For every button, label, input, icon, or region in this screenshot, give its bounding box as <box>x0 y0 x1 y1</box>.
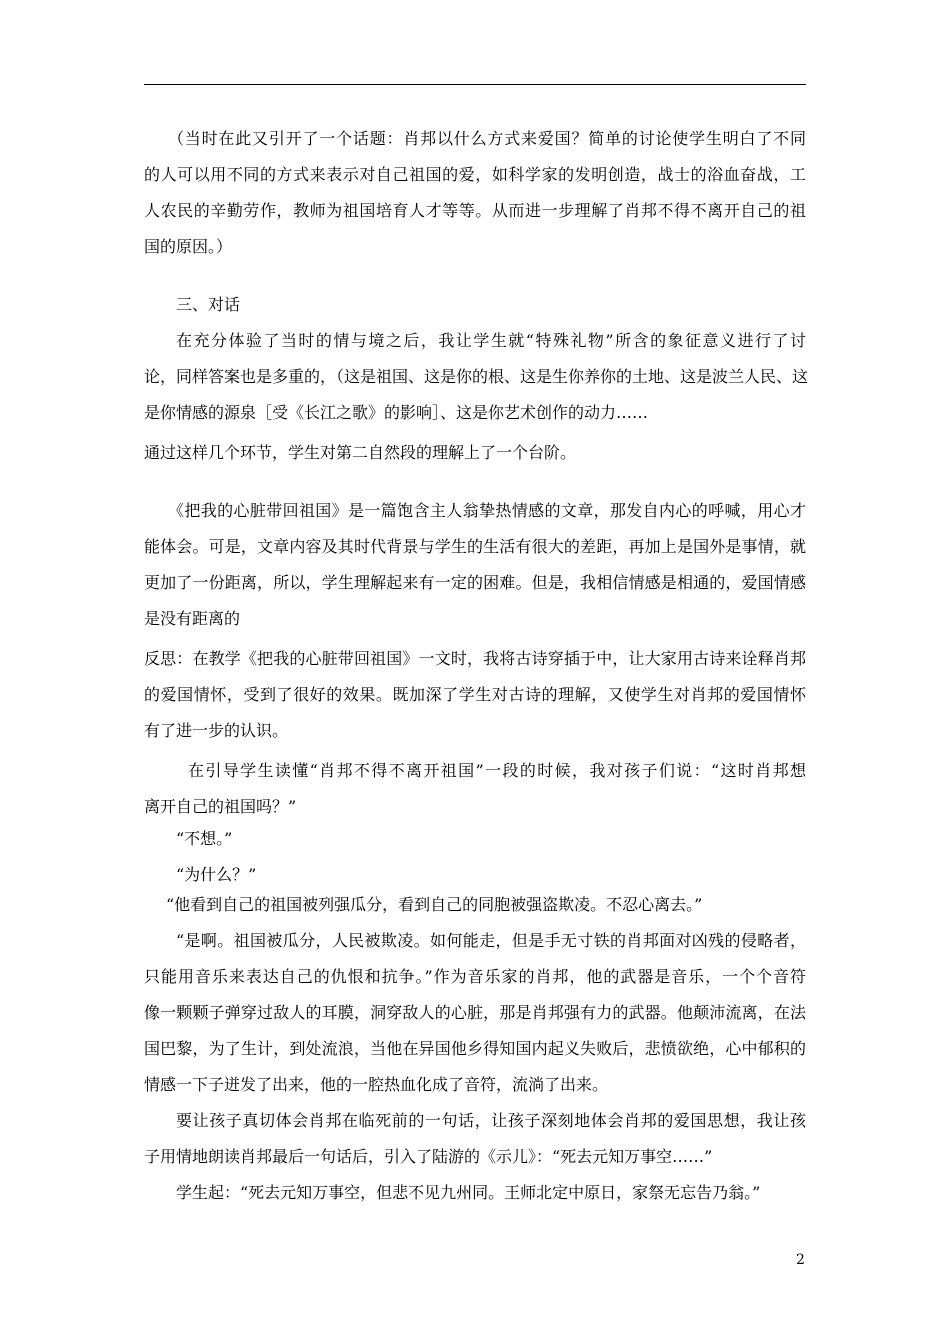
paragraph-line: 离开自己的祖国吗？” <box>144 797 297 816</box>
paragraph-line: 在充分体验了当时的情与境之后，我让学生就“特殊礼物”所含的象征意义进行了讨 <box>176 331 806 350</box>
paragraph-line: 有了进一步的认识。 <box>144 721 289 740</box>
paragraph-line: 国的原因。） <box>144 237 233 256</box>
paragraph-line: “是啊。祖国被瓜分，人民被欺凌。如何能走，但是手无寸铁的肖邦面对凶残的侵略者， <box>176 931 806 950</box>
paragraph-line: 通过这样几个环节，学生对第二自然段的理解上了一个台阶。 <box>144 443 577 462</box>
paragraph-line: 能体会。可是，文章内容及其时代背景与学生的生活有很大的差距，再加上是国外是事情，就 <box>144 537 806 556</box>
dialogue-line: “为什么？” <box>176 865 257 884</box>
page-number: 2 <box>796 1252 805 1268</box>
paragraph-line: 情感一下子迸发了出来，他的一腔热血化成了音符，流淌了出来。 <box>144 1075 609 1094</box>
paragraph-line: 论，同样答案也是多重的，（这是祖国、这是你的根、这是生你养你的土地、这是波兰人民、这 <box>144 367 809 386</box>
paragraph-line: 反思：在教学《把我的心脏带回祖国》一文时，我将古诗穿插于中，让大家用古诗来诠释肖邦 <box>144 649 806 668</box>
paragraph-line: 在引导学生读懂“肖邦不得不离开祖国”一段的时候，我对孩子们说：“这时肖邦想 <box>188 761 806 780</box>
paragraph-line: 是没有距离的 <box>144 609 241 628</box>
paragraph-line: 要让孩子真切体会肖邦在临死前的一句话，让孩子深刻地体会肖邦的爱国思想，我让孩 <box>176 1111 806 1130</box>
dialogue-line: “他看到自己的祖国被列强瓜分，看到自己的同胞被强盗欺凌。不忍心离去。” <box>166 895 703 914</box>
paragraph-line: 国巴黎，为了生计，到处流浪，当他在异国他乡得知国内起义失败后，悲愤欲绝，心中郁积的 <box>144 1039 806 1058</box>
paragraph-line: 是你情感的源泉［受《长江之歌》的影响］、这是你艺术创作的动力…… <box>144 403 649 422</box>
paragraph-line: 更加了一份距离，所以，学生理解起来有一定的困难。但是，我相信情感是相通的，爱国情感 <box>144 573 806 592</box>
paragraph-line: 的人可以用不同的方式来表示对自己祖国的爱，如科学家的发明创造，战士的浴血奋战，工 <box>144 165 806 184</box>
dialogue-line: “不想。” <box>176 829 233 848</box>
header-rule <box>144 84 806 85</box>
paragraph-line: 像一颗颗子弹穿过敌人的耳膜，洞穿敌人的心脏，那是肖邦强有力的武器。他颠沛流离，在法 <box>144 1003 806 1022</box>
paragraph-line: （当时在此又引开了一个话题：肖邦以什么方式来爱国？简单的讨论使学生明白了不同 <box>168 129 806 148</box>
paragraph-line: 人农民的辛勤劳作，教师为祖国培育人才等等。从而进一步理解了肖邦不得不离开自己的祖 <box>144 201 806 220</box>
paragraph-line: 只能用音乐来表达自己的仇恨和抗争。”作为音乐家的肖邦，他的武器是音乐，一个个音符 <box>144 967 806 986</box>
paragraph-line: 子用情地朗读肖邦最后一句话后，引入了陆游的《示儿》：“死去元知万事空……” <box>144 1147 713 1166</box>
section-heading: 三、对话 <box>176 295 241 314</box>
paragraph-line: 学生起：“死去元知万事空，但悲不见九州同。王师北定中原日，家祭无忘告乃翁。” <box>176 1183 761 1202</box>
paragraph-line: 的爱国情怀，受到了很好的效果。既加深了学生对古诗的理解，又使学生对肖邦的爱国情怀 <box>144 685 806 704</box>
paragraph-line: 《把我的心脏带回祖国》是一篇饱含主人翁挚热情感的文章，那发自内心的呼喊，用心才 <box>168 501 806 520</box>
